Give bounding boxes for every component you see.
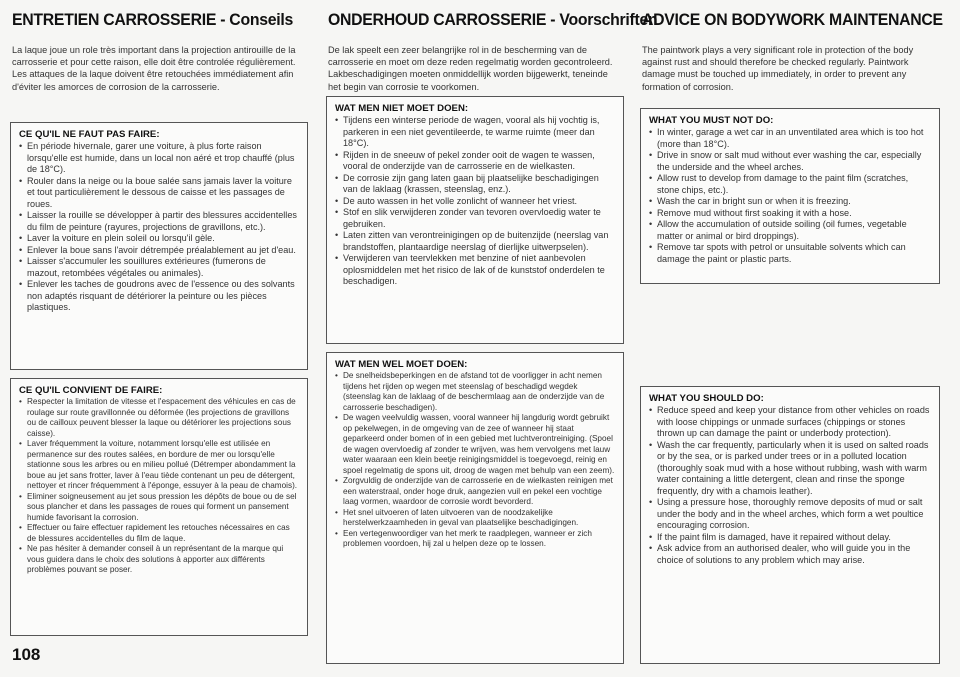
list-item: • Eliminer soigneusement au jet sous pression les dépôts de boue ou de sel sous plancher et dans les passages de roues qui forment un pansement humide favorisant la corrosion.: [19, 492, 299, 524]
list-item: • En période hivernale, garer une voiture, à plus forte raison lorsqu'elle est humide, dans un local non aéré et trop chauffé (plus de 18°C).: [19, 141, 299, 176]
list-item: • Using a pressure hose, thoroughly remove deposits of mud or salt under the body and in the wheel arches, which form a wet poultice encouraging corrosion.: [649, 497, 931, 532]
dutch-do-list: [335, 371, 615, 550]
dutch-do-heading: WAT MEN WEL MOET DOEN:: [335, 359, 468, 370]
dutch-intro: De lak speelt een zeer belangrijke rol in de bescherming van de carrosserie en moet om deze reden regelmatig worden gecontroleerd. Lakbeschadigingen moeten onmiddellijk worden bijgewerkt, teneinde het begin van corrosie te voorkomen.: [328, 45, 613, 92]
french-title: ENTRETIEN CARROSSERIE - Conseils: [12, 10, 293, 29]
list-item: • Reduce speed and keep your distance from other vehicles on roads with loose chippings or unmade surfaces (chippings or stones thrown up can damage the paint or underbody protection).: [649, 405, 931, 440]
list-item: • De wagen veelvuldig wassen, vooral wanneer hij langdurig wordt gebruikt op pekelwegen, in de omgeving van de zee of wanneer hij staat geparkeerd onder bomen of in een gebied met luchtverontreiniging. (Spoel de wagen overvloedig af zonder te wrijven, was hem vervolgens met lauw water waaraan een klein beetje reinigingsmiddel is toegevoegd, reinig en spoel regelmatig de spons uit, droog de wagen met behulp van een zeem).: [335, 413, 615, 476]
column-english: [640, 10, 943, 565]
dutch-dont-list: [335, 115, 615, 288]
list-item: • De corrosie zijn gang laten gaan bij plaatselijke beschadigingen van de laklaag (krassen, steenslag, enz.).: [335, 173, 615, 196]
list-item: • Rouler dans la neige ou la boue salée sans jamais laver la voiture et tout particulièrement le dessous de caisse et les passages de roues.: [19, 176, 299, 211]
list-item: • Respecter la limitation de vitesse et l'espacement des véhicules en cas de roulage sur route gravillonnée ou déformée (les projections de gravillons ou de cailloux peuvent blesser la laque ou détériorer les projections sous caisse).: [19, 397, 299, 439]
column-dutch: [326, 10, 658, 548]
french-dont-list: [19, 141, 299, 314]
list-item: • Ask advice from an authorised dealer, who will guide you in the choice of solutions to any problem which may arise.: [649, 543, 931, 566]
list-item: • Drive in snow or salt mud without ever washing the car, especially the underside and the wheel arches.: [649, 150, 931, 173]
dutch-dont-box: [326, 96, 624, 344]
dutch-dont-heading: WAT MEN NIET MOET DOEN:: [335, 103, 469, 114]
list-item: • Zorgvuldig de onderzijde van de carrosserie en de wielkasten reinigen met een waterstraal, onder hoge druk, aangezien vuil en pekel een vochtige laag vormen, waardoor de corrosie wordt bevorderd.: [335, 476, 615, 508]
english-do-box: [640, 386, 940, 664]
french-do-heading: CE QU'IL CONVIENT DE FAIRE:: [19, 385, 163, 396]
list-item: • Remove tar spots with petrol or unsuitable solvents which can damage the paint or plastic parts.: [649, 242, 931, 265]
english-dont-heading: WHAT YOU MUST NOT DO:: [649, 115, 774, 126]
column-french: [10, 10, 308, 574]
list-item: • Allow rust to develop from damage to the paint film (scratches, stone chips, etc.).: [649, 173, 931, 196]
english-do-list: [649, 405, 931, 566]
list-item: • Laten zitten van verontreinigingen op de buitenzijde (neerslag van brandstoffen, plantaardige neerslag of dierlijke uitwerpselen).: [335, 230, 615, 253]
list-item: • Ne pas hésiter à demander conseil à un représentant de la marque qui vous guidera dans le choix des solutions à apporter aux différents problèmes pouvant se poser.: [19, 544, 299, 576]
page-number: 108: [12, 645, 41, 664]
list-item: • Effectuer ou faire effectuer rapidement les retouches nécessaires en cas de blessures accidentelles du film de laque.: [19, 523, 299, 544]
list-item: • De auto wassen in het volle zonlicht of wanneer het vriest.: [335, 196, 615, 208]
english-dont-box: [640, 108, 940, 284]
list-item: • Een vertegenwoordiger van het merk te raadplegen, wanneer er zich problemen voordoen, hij zal u helpen deze op te lossen.: [335, 529, 615, 550]
list-item: • Laver la voiture en plein soleil ou lorsqu'il gèle.: [19, 233, 299, 245]
list-item: • Laisser s'accumuler les souillures extérieures (fumerons de mazout, retombées végétales ou animales).: [19, 256, 299, 279]
list-item: • If the paint film is damaged, have it repaired without delay.: [649, 532, 931, 544]
list-item: • Wash the car frequently, particularly when it is used on salted roads or by the sea, or is parked under trees or in a polluted location (thoroughly soak mud with a hose without rubbing, wash with warm water containing a little detergent, clean and rinse the sponge frequently, dry with a chamois leather).: [649, 440, 931, 498]
english-do-heading: WHAT YOU SHOULD DO:: [649, 393, 764, 404]
french-intro: La laque joue un role très important dans la projection antirouille de la carrosserie et pour cette raison, elle doit être controlée régulièrement. Les attaques de la laque doivent être retouchées immédiatement afin d'éviter les amorces de corrosion de la carrosserie.: [12, 45, 296, 92]
list-item: • Het snel uitvoeren of laten uitvoeren van de noodzakelijke herstelwerkzaamheden in geval van plaatselijke beschadigingen.: [335, 508, 615, 529]
list-item: • In winter, garage a wet car in an unventilated area which is too hot (more than 18°C).: [649, 127, 931, 150]
list-item: • Wash the car in bright sun or when it is freezing.: [649, 196, 931, 208]
list-item: • Laisser la rouille se développer à partir des blessures accidentelles du film de peinture (rayures, projections de gravillons, etc.).: [19, 210, 299, 233]
list-item: • De snelheidsbeperkingen en de afstand tot de voorligger in acht nemen tijdens het rijden op wegen met steenslag of beschadigd wegdek (steenslag kan de laklaag of de beschermlaag aan de onderzijde van de carrosserie beschadigen).: [335, 371, 615, 413]
french-dont-heading: CE QU'IL NE FAUT PAS FAIRE:: [19, 129, 160, 140]
french-do-box: [10, 378, 308, 636]
dutch-do-box: [326, 352, 624, 664]
english-dont-list: [649, 127, 931, 265]
list-item: • Tijdens een winterse periode de wagen, vooral als hij vochtig is, parkeren in een niet geventileerde, te warme ruimte (meer dan 18°C).: [335, 115, 615, 150]
list-item: • Stof en slik verwijderen zonder van tevoren overvloedig water te gebruiken.: [335, 207, 615, 230]
list-item: • Rijden in de sneeuw of pekel zonder ooit de wagen te wassen, vooral de onderzijde van de carrosserie en de wielkasten.: [335, 150, 615, 173]
list-item: • Enlever les taches de goudrons avec de l'essence ou des solvants non adaptés risquant de détériorer la peinture ou les pièces plastiques.: [19, 279, 299, 314]
dutch-title: ONDERHOUD CARROSSERIE - Voorschriften: [328, 10, 658, 29]
list-item: • Allow the accumulation of outside soiling (oil fumes, vegetable matter or animal or bird droppings).: [649, 219, 931, 242]
list-item: • Verwijderen van teervlekken met benzine of niet aanbevolen oplosmiddelen met het risico de lak of de kunststof onderdelen te beschadigen.: [335, 253, 615, 288]
list-item: • Enlever la boue sans l'avoir détrempée préalablement au jet d'eau.: [19, 245, 299, 257]
list-item: • Laver fréquemment la voiture, notamment lorsqu'elle est utilisée en permanence sur des routes salées, en bordure de mer ou lorsqu'elle stationne sous les arbres ou en milieu pollué (Détremper abondamment la boue au jet sans frotter, laver à l'eau tiède contenant un peu de détergent, nettoyer et rincer fréquemment à l'éponge, essuyer à la peau de chamois).: [19, 439, 299, 492]
french-do-list: [19, 397, 299, 576]
list-item: • Remove mud without first soaking it with a hose.: [649, 208, 931, 220]
english-title: ADVICE ON BODYWORK MAINTENANCE: [642, 10, 943, 29]
french-dont-box: [10, 122, 308, 370]
english-intro: The paintwork plays a very significant role in protection of the body against rust and should therefore be checked regularly. Paintwork damage must be touched up immediately, in order to prevent any formation of corrosion.: [642, 45, 914, 92]
